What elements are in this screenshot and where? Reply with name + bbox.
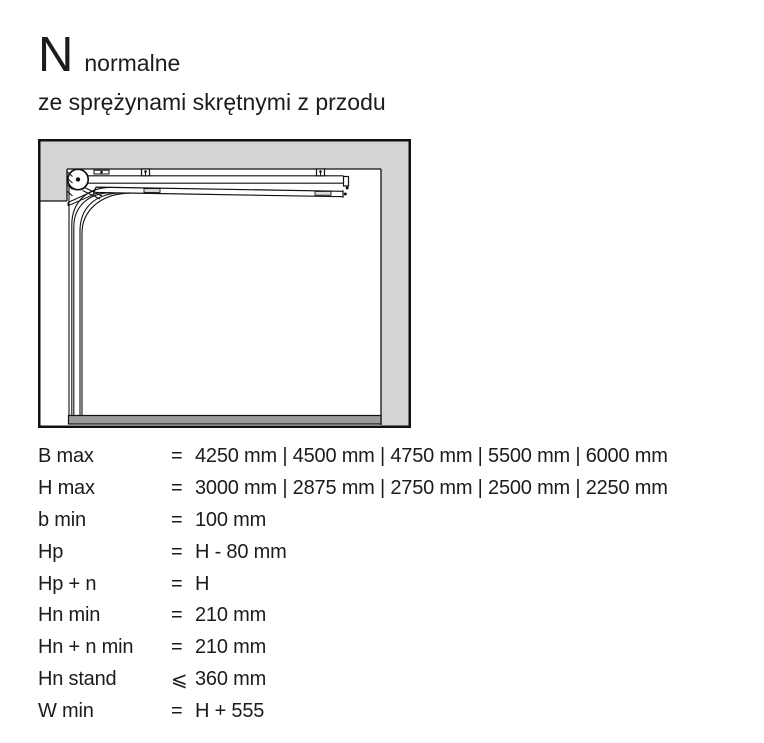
spec-label: H max	[38, 477, 95, 500]
door-diagram-svg	[38, 139, 411, 428]
door-type-subtitle: ze sprężynami skrętnymi z przodu	[38, 89, 386, 115]
spec-label: Hn stand	[38, 667, 117, 690]
spec-value: 4250 mm | 4500 mm | 4750 mm | 5500 mm | 6000 mm	[195, 445, 668, 468]
lintel-section	[41, 142, 68, 202]
spec-row	[38, 441, 668, 473]
ceiling-hanger	[317, 169, 325, 176]
spec-operator: =	[171, 445, 183, 468]
spec-operator: =	[171, 699, 183, 722]
spec-value: H - 80 mm	[195, 540, 287, 563]
spec-value: 360 mm	[195, 667, 267, 690]
spec-label: Hn + n min	[38, 636, 134, 659]
spec-table	[38, 441, 668, 727]
spec-operator: =	[171, 636, 183, 659]
spec-label: Hn min	[38, 604, 101, 627]
spec-value: 210 mm	[195, 604, 267, 627]
bracket-bolt	[100, 171, 103, 174]
spec-row	[38, 632, 668, 664]
spec-operator: =	[171, 572, 183, 595]
spec-value: 100 mm	[195, 508, 267, 531]
spec-row	[38, 536, 668, 568]
spec-value: 210 mm	[195, 636, 267, 659]
spec-operator: =	[171, 540, 183, 563]
spec-operator: =	[171, 508, 183, 531]
spec-value: H	[195, 572, 210, 595]
spec-row	[38, 695, 668, 727]
spec-row	[38, 600, 668, 632]
spec-value: 3000 mm | 2875 mm | 2750 mm | 2500 mm | 2250 mm	[195, 477, 668, 500]
page-header	[38, 28, 386, 116]
spec-value: H + 555	[195, 699, 265, 722]
floor-section	[69, 416, 382, 425]
track-end-bolt	[344, 193, 347, 196]
door-type-title	[38, 28, 386, 82]
ceiling-section	[41, 142, 409, 170]
spec-label: B max	[38, 445, 94, 468]
track-coupler	[144, 189, 160, 193]
spec-operator: =	[171, 604, 183, 627]
spec-label: b min	[38, 508, 86, 531]
spec-operator: ⩽	[171, 668, 188, 691]
spec-label: Hp + n	[38, 572, 97, 595]
ceiling-hanger	[142, 169, 150, 176]
spec-row	[38, 568, 668, 600]
spec-row	[38, 664, 668, 696]
track-coupler	[315, 191, 331, 195]
torsion-spring-drum	[68, 169, 88, 189]
spec-label: Hp	[38, 540, 64, 563]
drum-shaft	[76, 177, 80, 181]
door-type-letter: N	[38, 28, 74, 82]
spec-label: W min	[38, 699, 94, 722]
spec-row	[38, 473, 668, 505]
spec-operator: =	[171, 477, 183, 500]
track-end-bolt	[346, 187, 349, 190]
door-cross-section-diagram	[38, 139, 411, 428]
spec-row	[38, 505, 668, 537]
door-type-name: normalne	[84, 50, 181, 76]
rear-wall-section	[381, 142, 409, 426]
